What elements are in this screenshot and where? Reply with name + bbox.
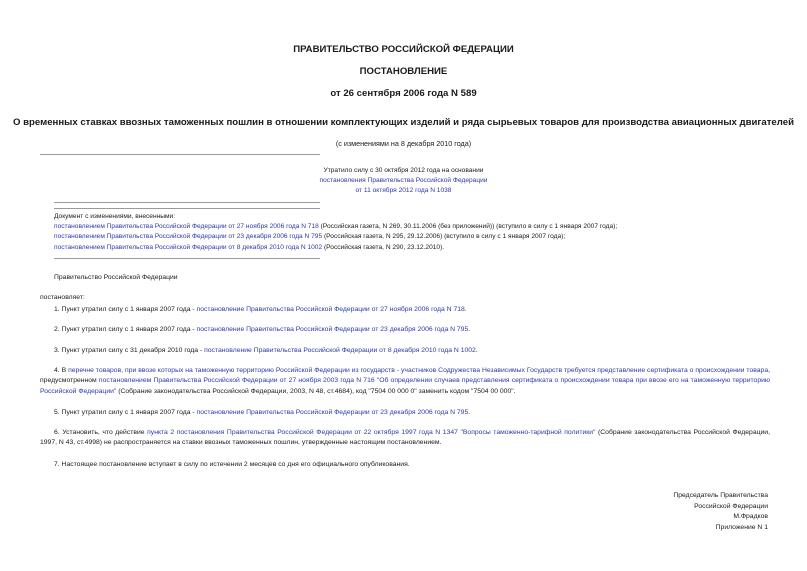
amendment-item: постановлением Правительства Российской Федерации от 23 декабря 2006 года N 795 (Российская газета, N 295, 29.12.2006) (вступило в силу с 1 января 2007 года);: [54, 233, 566, 241]
issuing-authority: ПРАВИТЕЛЬСТВО РОССИЙСКОЙ ФЕДЕРАЦИИ: [293, 44, 514, 55]
government-name: Правительство Российской Федерации: [54, 274, 178, 281]
paragraph-link[interactable]: пункта 2 постановления Правительства Российской Федерации от 22 октября 1997 года N 1347 "Вопросы таможенно-тарифной политики": [147, 429, 596, 436]
paragraph-5: 5. Пункт утратил силу с 1 января 2007 года - постановление Правительства Российской Федерации от 23 декабря 2006 года N 795.: [54, 409, 471, 416]
signatory-title-1: Председатель Правительства: [673, 492, 768, 499]
amendments-intro: Документ с изменениями, внесенными:: [54, 213, 176, 220]
document-type: ПОСТАНОВЛЕНИЕ: [359, 66, 448, 77]
paragraph-link[interactable]: постановление Правительства Российской Федерации от 8 декабря 2010 года N 1002: [204, 347, 476, 354]
amendment-link[interactable]: постановлением Правительства Российской Федерации от 23 декабря 2006 года N 795: [54, 233, 323, 241]
decrees-word: постановляет:: [40, 294, 85, 301]
paragraph-link[interactable]: перечне товаров, при ввозе которых на таможенную территорию Российской Федерации из государств - участников Содружества Независимых Государств требуется представление сертификата о происхождении товара: [68, 367, 769, 374]
paragraph-3: 3. Пункт утратил силу с 31 декабря 2010 года - постановление Правительства Российской Федерации от 8 декабря 2010 года N 1002.: [54, 347, 478, 354]
divider: [54, 202, 320, 203]
paragraph-1: 1. Пункт утратил силу с 1 января 2007 года - постановление Правительства Российской Федерации от 27 ноября 2006 года N 718.: [54, 306, 467, 313]
paragraph-link[interactable]: постановление Правительства Российской Федерации от 23 декабря 2006 года N 795: [196, 409, 469, 416]
amendment-item: постановлением Правительства Российской Федерации от 27 ноября 2006 года N 718 (Российская газета, N 269, 30.11.2006 (без приложений)) (вступило в силу с 1 января 2007 года);: [54, 223, 618, 231]
document-date-number: от 26 сентября 2006 года N 589: [330, 88, 477, 99]
document-title: О временных ставках ввозных таможенных пошлин в отношении комплектующих изделий и ряда сырьевых товаров для производства авиационных двигателей: [13, 117, 794, 128]
divider: [54, 258, 320, 259]
amendment-item: постановлением Правительства Российской Федерации от 8 декабря 2010 года N 1002 (Российская газета, N 290, 23.12.2010).: [54, 243, 445, 251]
appendix-label: Приложение N 1: [715, 523, 768, 531]
signatory-name: М.Фрадков: [733, 513, 768, 521]
paragraph-link[interactable]: постановление Правительства Российской Федерации от 23 декабря 2006 года N 795: [196, 326, 469, 333]
lapsed-notice: [0, 166, 807, 197]
amendment-link[interactable]: постановлением Правительства Российской Федерации от 8 декабря 2010 года N 1002: [54, 243, 323, 251]
amended-note: (с изменениями на 8 декабря 2010 года): [335, 139, 472, 148]
paragraph-6: 6. Установить, что действие пункта 2 постановления Правительства Российской Федерации от 22 октября 1997 года N 1347 "Вопросы таможенно-тарифной политики" (Собрание законодательства Российской Федерации, 1997, N 43, ст.4998) не распространяется на ставки ввозных таможенных пошлин, утвержденные настоящим постановлением.: [40, 429, 770, 447]
divider: [40, 154, 320, 155]
lapsed-link-2[interactable]: от 11 октября 2012 года N 1038: [355, 187, 452, 195]
paragraph-link[interactable]: постановлением Правительства Российской Федерации от 27 ноября 2003 года N 716 "Об определении случаев представления сертификата о происхождении товара при ввозе его на таможенную территорию Российской Федерации": [40, 377, 771, 395]
paragraph-2: 2. Пункт утратил силу с 1 января 2007 года - постановление Правительства Российской Федерации от 23 декабря 2006 года N 795.: [54, 326, 471, 333]
amendment-link[interactable]: постановлением Правительства Российской Федерации от 27 ноября 2006 года N 718: [54, 223, 319, 231]
paragraph-4: 4. В перечне товаров, при ввозе которых на таможенную территорию Российской Федерации из государств - участников Содружества Независимых Государств требуется представление сертификата о происхождении товара, предусмотренном постановлением Правительства Российской Федерации от 27 ноября 2003 года N 716 "Об определении случаев представления сертификата о происхождении товара при ввозе его на таможенную территорию Российской Федерации" (Собрание законодательства Российской Федерации, 2003, N 48, ст.4684), код "7504 00 000 0" заменить кодом "7504 00 000".: [40, 367, 771, 395]
signature-block: [520, 491, 768, 533]
signatory-title-2: Российской Федерации: [694, 502, 768, 510]
paragraph-link[interactable]: постановление Правительства Российской Федерации от 27 ноября 2006 года N 718: [196, 306, 465, 313]
lapsed-link-1[interactable]: постановления Правительства Российской Федерации: [319, 177, 488, 185]
divider: [54, 208, 320, 209]
amendments-block: [54, 212, 770, 253]
paragraph-7: 7. Настоящее постановление вступает в силу по истечении 2 месяцев со дня его официального опубликования.: [54, 461, 410, 468]
lapsed-line: Утратило силу с 30 октября 2012 года на основании: [323, 167, 484, 174]
